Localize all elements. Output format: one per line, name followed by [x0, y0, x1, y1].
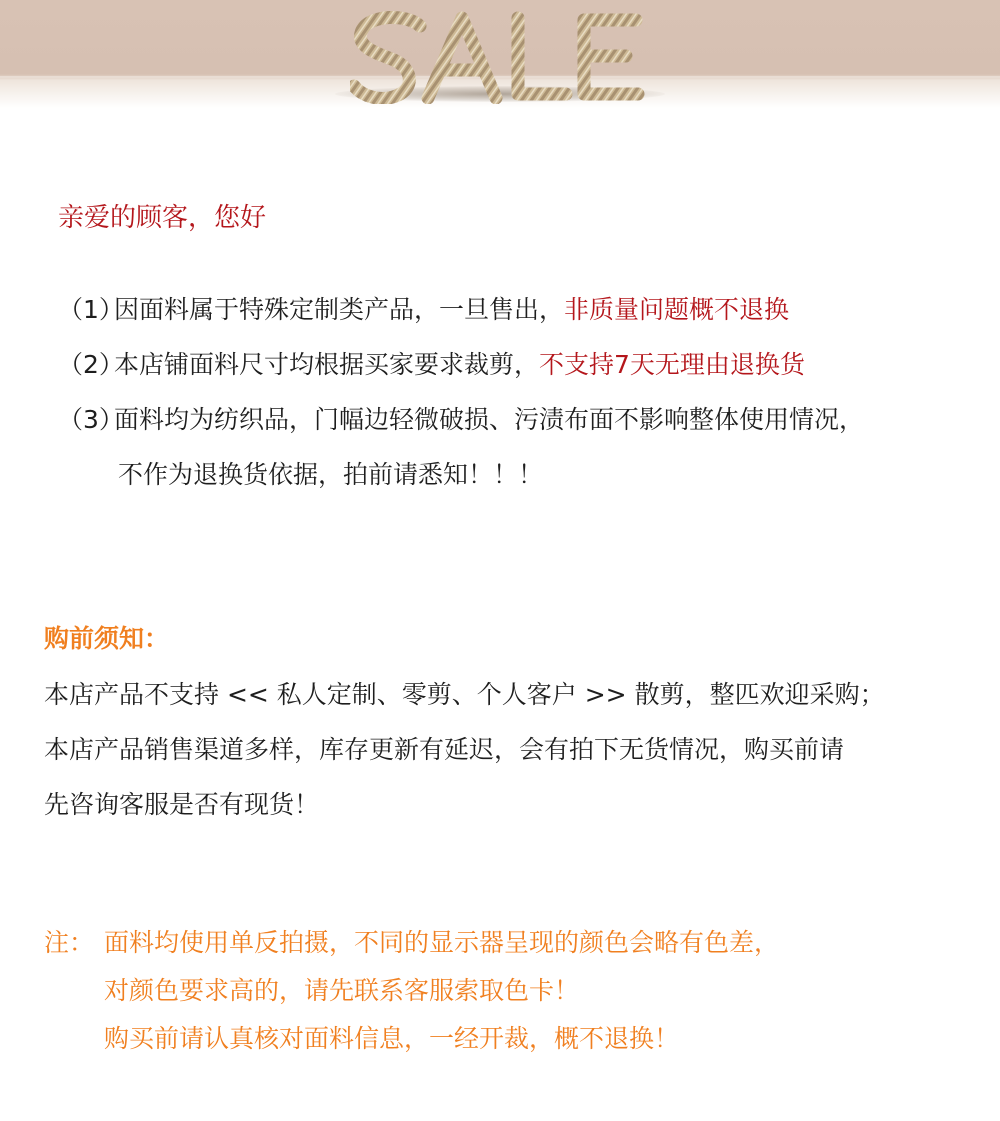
- policy-item-2: [58, 350, 805, 380]
- sale-banner: [0, 0, 1000, 110]
- notice-line: 本店产品不支持 << 私人定制、零剪、个人客户 >> 散剪，整匹欢迎采购；: [44, 680, 885, 709]
- policy-item-3-text: 面料均为纺织品，门幅边轻微破损、污渍布面不影响整体使用情况，: [114, 405, 865, 434]
- note-line: 面料均使用单反拍摄，不同的显示器呈现的颜色会略有色差，: [104, 928, 780, 957]
- notice-line: 本店产品销售渠道多样，库存更新有延迟，会有拍下无货情况，购买前请: [44, 735, 845, 764]
- policy-item-1-number: （1）: [58, 295, 124, 324]
- policy-item-3-continuation: 不作为退换货依据，拍前请悉知！！！: [118, 460, 544, 489]
- note-line: 对颜色要求高的，请先联系客服索取色卡！: [104, 976, 580, 1005]
- policy-item-2-highlight: 不支持7天无理由退换货: [539, 350, 805, 379]
- notice-line: 先咨询客服是否有现货！: [44, 790, 320, 819]
- policy-item-1: [58, 295, 789, 325]
- note-label: 注：: [44, 928, 95, 957]
- note-line: 购买前请认真核对面料信息，一经开裁，概不退换！: [104, 1024, 680, 1053]
- policy-item-3-number: （3）: [58, 405, 124, 434]
- policy-item-3: [58, 405, 864, 435]
- sale-rope-logo: [350, 8, 650, 104]
- policy-item-2-text: 本店铺面料尺寸均根据买家要求裁剪，: [114, 350, 540, 379]
- policy-item-1-text: 因面料属于特殊定制类产品，一旦售出，: [114, 295, 565, 324]
- policy-item-1-highlight: 非质量问题概不退换: [564, 295, 790, 324]
- policy-item-2-number: （2）: [58, 350, 124, 379]
- greeting-text: 亲爱的顾客，您好: [58, 203, 267, 233]
- notice-title: 购前须知：: [44, 624, 170, 653]
